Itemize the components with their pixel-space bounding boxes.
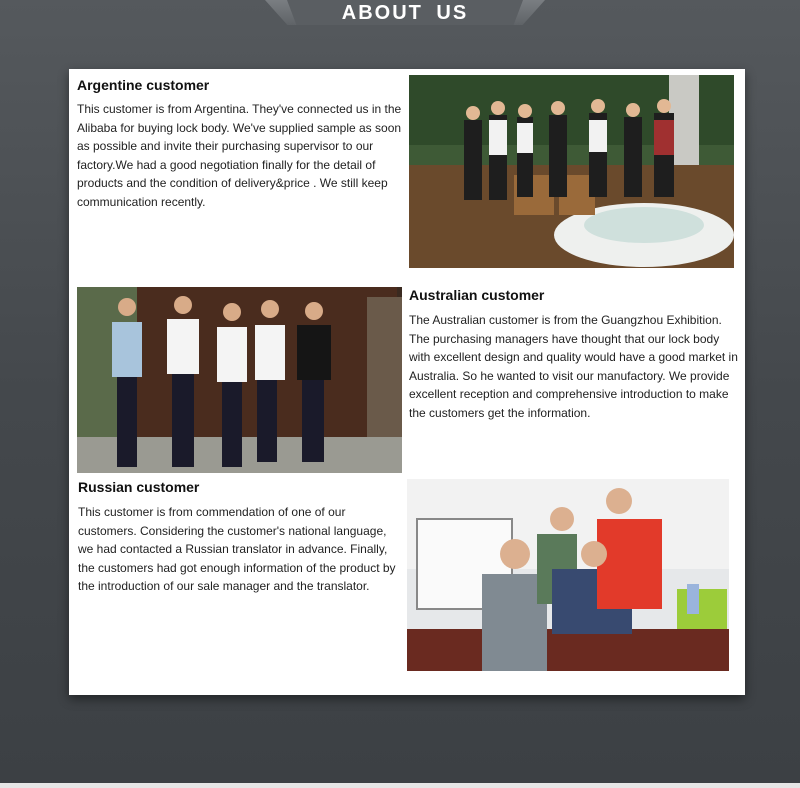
about-card <box>69 69 745 695</box>
argentine-heading: Argentine customer <box>77 77 210 93</box>
russian-customer-photo <box>407 479 729 671</box>
russian-text: This customer is from commendation of one of our customers. Considering the customer's national language, we had contacted a Russian translator in advance. Finally, the customers had got enough information of the product by the introduction of our sale manager and the translator. <box>78 505 396 593</box>
argentine-customer-photo <box>409 75 734 268</box>
australian-heading: Australian customer <box>409 287 545 303</box>
argentine-text: This customer is from Argentina. They've connected us in the Alibaba for buying lock body. We've supplied sample as soon as possible and invite their purchasing supervisor to our factory.We had a good negotiation finally for the detail of products and the condition of delivery&price . We still keep communication recently. <box>77 102 402 209</box>
page-title: ABOUT US <box>341 2 469 24</box>
australian-customer-photo <box>77 287 402 473</box>
russian-heading: Russian customer <box>78 479 200 495</box>
bottom-strip <box>0 783 800 788</box>
australian-text: The Australian customer is from the Guangzhou Exhibition. The purchasing managers have thought that our lock body with excellent design and quality would have a good market in Australia. So he wanted to visit our manufactory. We provide excellent reception and comprehensive introduction to make the customers get the information. <box>409 313 738 420</box>
